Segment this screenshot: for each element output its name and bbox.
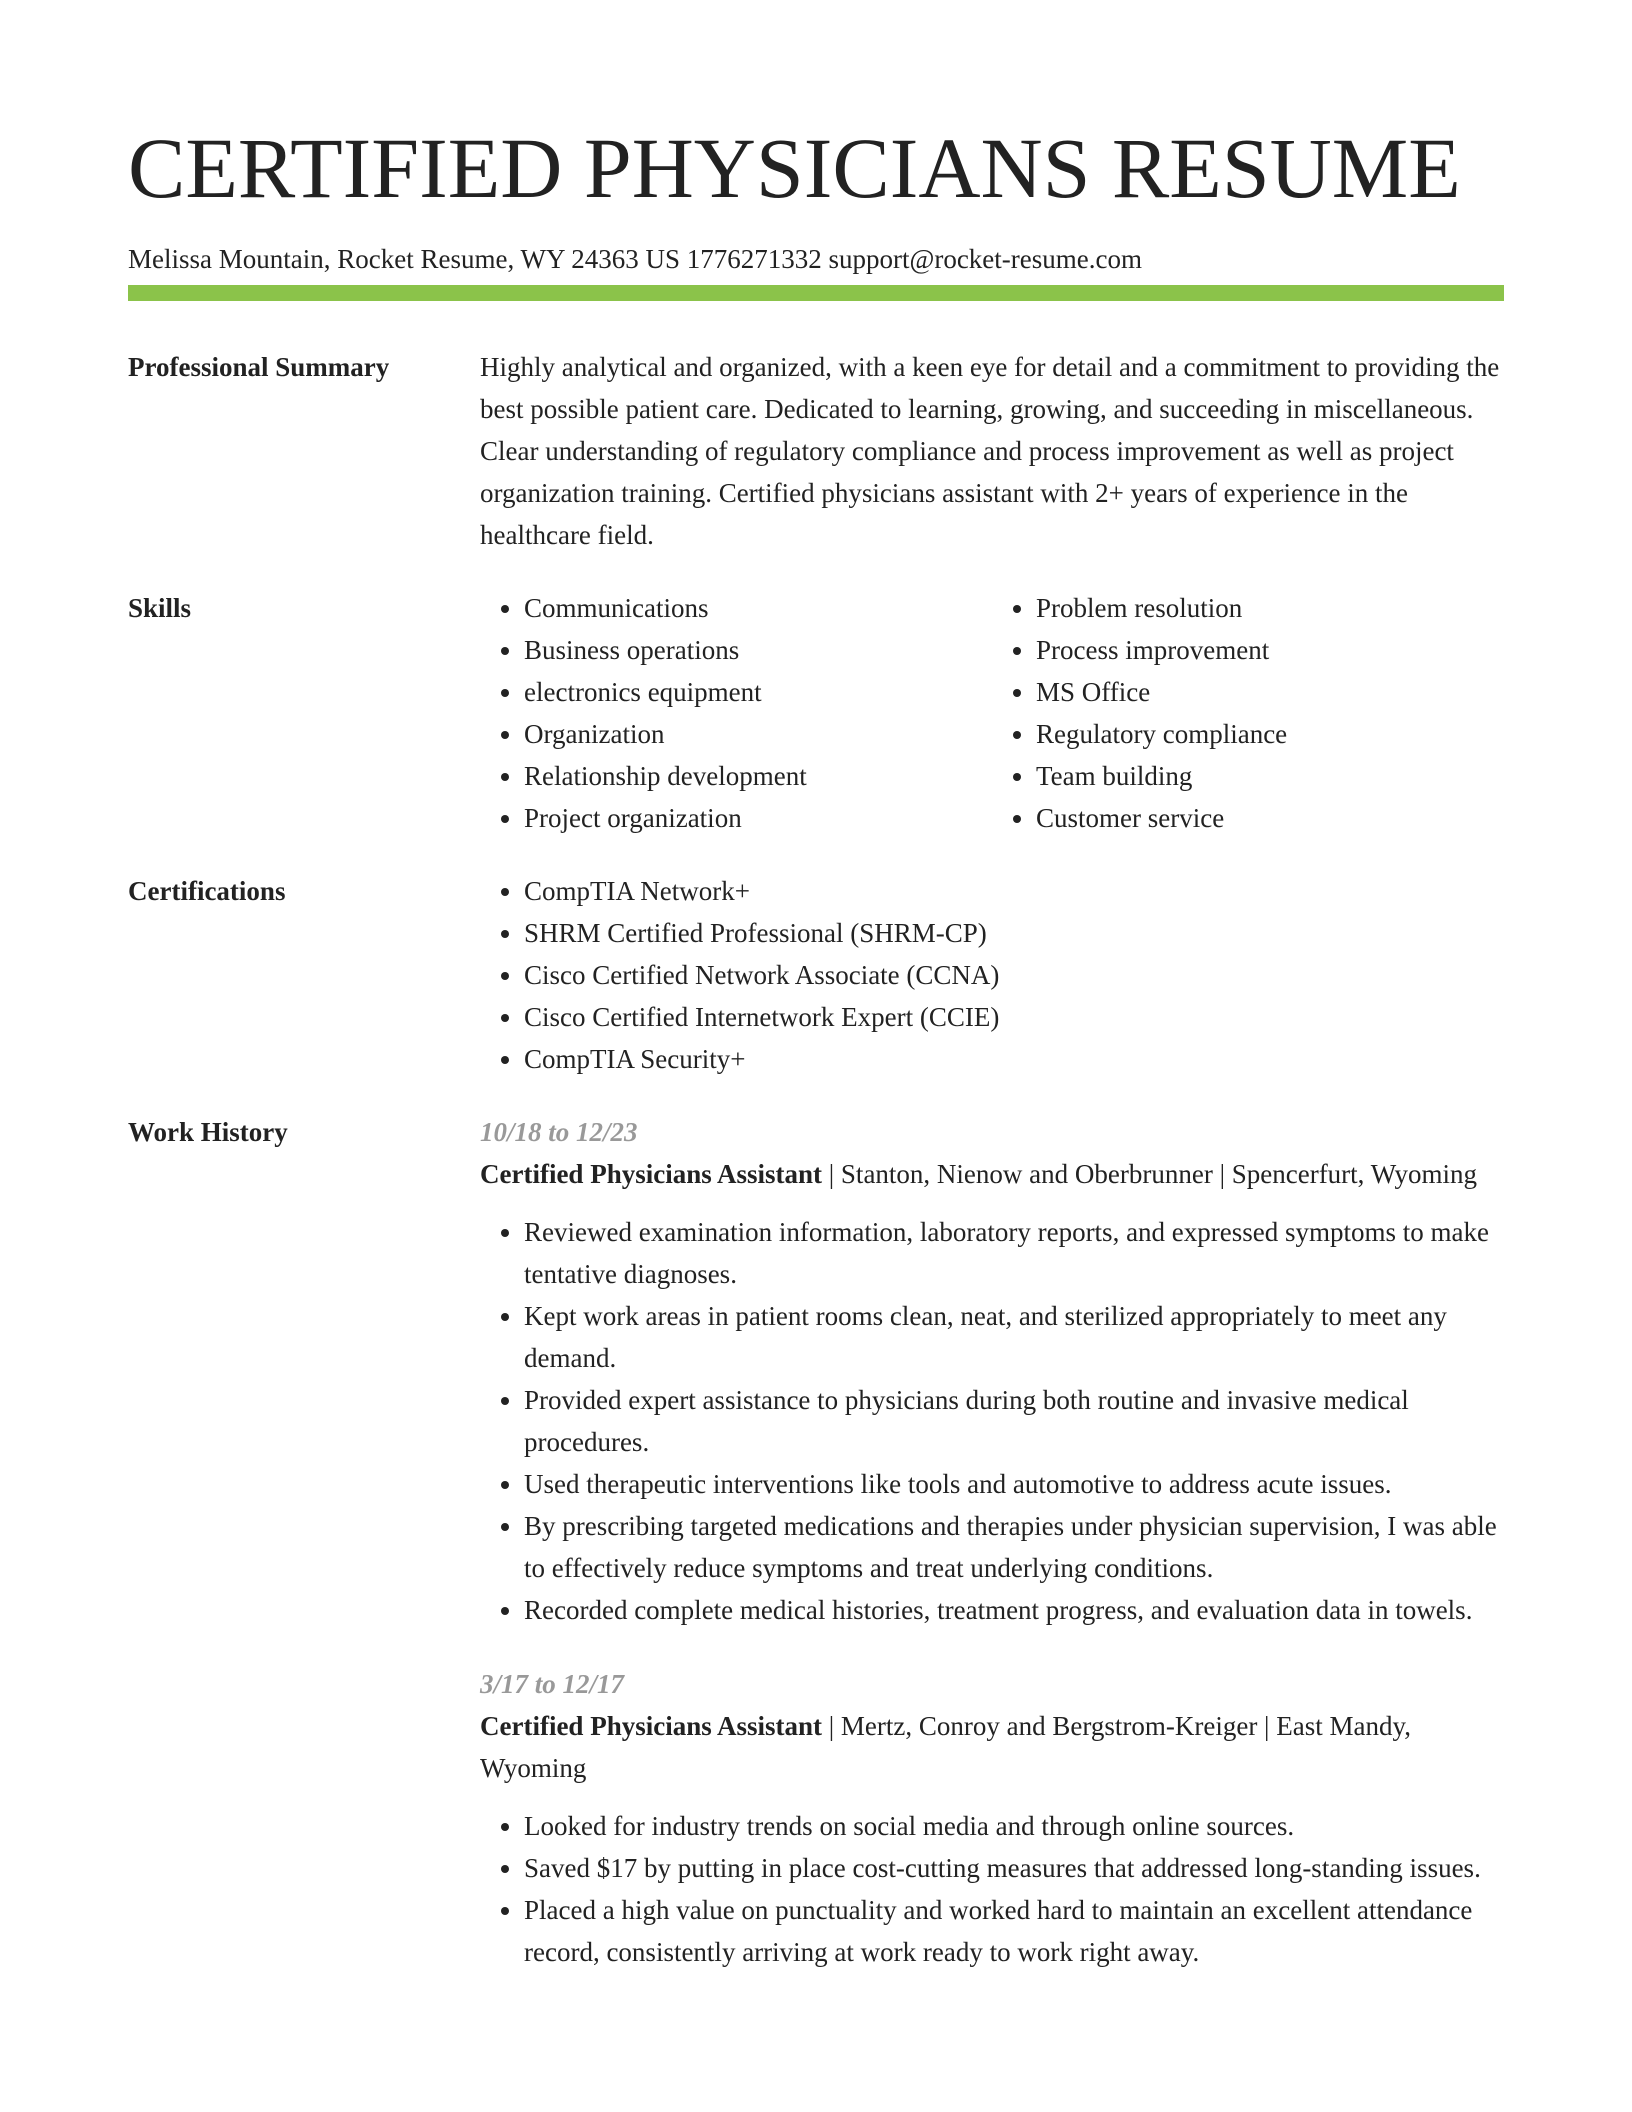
resume-header	[128, 118, 1504, 276]
job-details: | Stanton, Nienow and Oberbrunner | Spencerfurt, Wyoming	[822, 1159, 1478, 1189]
skill-item: • MS Office	[1036, 671, 1504, 713]
certification-item: • Cisco Certified Network Associate (CCNA)	[524, 954, 1504, 996]
certification-item: • Cisco Certified Internetwork Expert (CCIE)	[524, 996, 1504, 1038]
job-title: Certified Physicians Assistant	[480, 1711, 823, 1741]
job-heading	[480, 1705, 1504, 1789]
job-title: Certified Physicians Assistant	[480, 1159, 823, 1189]
job-bullet: • By prescribing targeted medications and therapies under physician supervision, I was able to effectively reduce symptoms and treat underlying conditions.	[524, 1505, 1504, 1589]
job-bullet: • Recorded complete medical histories, treatment progress, and evaluation data in towels.	[524, 1589, 1504, 1631]
job-bullet: • Kept work areas in patient rooms clean, neat, and sterilized appropriately to meet any demand.	[524, 1295, 1504, 1379]
certifications-label: Certifications	[128, 876, 286, 906]
job-bullet: • Used therapeutic interventions like tools and automotive to address acute issues.	[524, 1463, 1504, 1505]
skill-item: • Problem resolution	[1036, 587, 1504, 629]
job-bullet: • Saved $17 by putting in place cost-cutting measures that addressed long-standing issues.	[524, 1847, 1504, 1889]
job-entry	[480, 1663, 1504, 1973]
certification-item: • CompTIA Network+	[524, 870, 1504, 912]
job-details: | Mertz, Conroy and Bergstrom-Kreiger | East Mandy, Wyoming	[480, 1711, 1411, 1783]
skill-item: • Communications	[524, 587, 992, 629]
job-bullets	[480, 1805, 1504, 1973]
job-bullet: • Looked for industry trends on social media and through online sources.	[524, 1805, 1504, 1847]
skill-item: • Team building	[1036, 755, 1504, 797]
skills-list-right	[992, 587, 1504, 839]
job-dates: 3/17 to 12/17	[480, 1669, 625, 1699]
skill-item: • Business operations	[524, 629, 992, 671]
skill-item: • Process improvement	[1036, 629, 1504, 671]
skill-item: • Organization	[524, 713, 992, 755]
certification-item: • SHRM Certified Professional (SHRM-CP)	[524, 912, 1504, 954]
certification-item: • CompTIA Security+	[524, 1038, 1504, 1080]
job-heading	[480, 1153, 1504, 1195]
job-entry	[480, 1111, 1504, 1631]
skill-item: • Customer service	[1036, 797, 1504, 839]
contact-line: Melissa Mountain, Rocket Resume, WY 24363 US 1776271332 support@rocket-resume.com	[128, 244, 1142, 274]
skills-list-left	[480, 587, 992, 839]
certifications-list	[480, 870, 1504, 1080]
work-history-label: Work History	[128, 1117, 288, 1147]
job-bullet: • Placed a high value on punctuality and worked hard to maintain an excellent attendance record, consistently arriving at work ready to work right away.	[524, 1889, 1504, 1973]
job-bullet: • Reviewed examination information, laboratory reports, and expressed symptoms to make tentative diagnoses.	[524, 1211, 1504, 1295]
skills-label: Skills	[128, 593, 192, 623]
header-divider	[128, 285, 1504, 301]
summary-text: Highly analytical and organized, with a keen eye for detail and a commitment to providing the best possible patient care. Dedicated to learning, growing, and succeeding in miscellaneous. Clear understanding of regulatory compliance and process improvement as well as project organization training. Certified physicians assistant with 2+ years of experience in the healthcare field.	[480, 352, 1500, 550]
skill-item: • Relationship development	[524, 755, 992, 797]
job-bullets	[480, 1211, 1504, 1631]
resume-title: CERTIFIED PHYSICIANS RESUME	[128, 120, 1461, 216]
skill-item: • Regulatory compliance	[1036, 713, 1504, 755]
skill-item: • electronics equipment	[524, 671, 992, 713]
job-bullet: • Provided expert assistance to physicians during both routine and invasive medical procedures.	[524, 1379, 1504, 1463]
summary-label: Professional Summary	[128, 352, 390, 382]
job-dates: 10/18 to 12/23	[480, 1117, 638, 1147]
skill-item: • Project organization	[524, 797, 992, 839]
